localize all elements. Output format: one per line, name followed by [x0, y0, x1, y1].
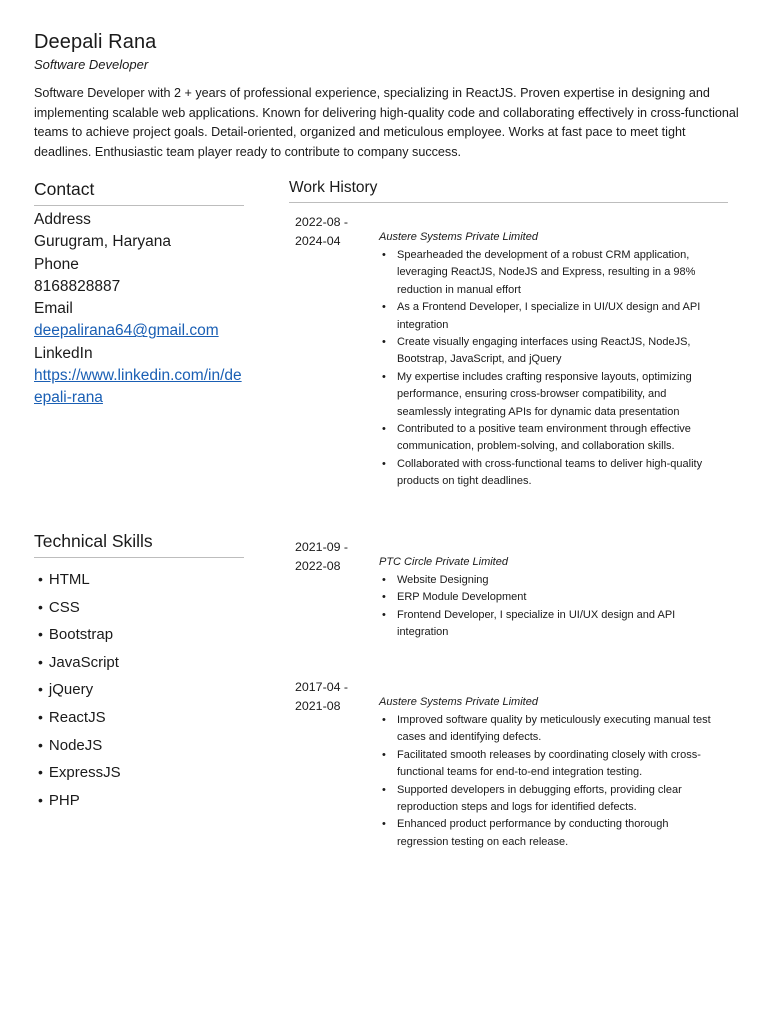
job-bullets — [379, 247, 719, 491]
job-dates — [295, 678, 365, 715]
candidate-role: Software Developer — [34, 57, 149, 72]
skill-item: • JavaScript — [38, 649, 244, 677]
company-name: Austere Systems Private Limited — [379, 696, 538, 708]
linkedin-label: LinkedIn — [34, 344, 93, 362]
email-label: Email — [34, 300, 73, 318]
job-bullets — [379, 712, 719, 851]
contact-heading: Contact — [34, 179, 244, 206]
skill-item: • ReactJS — [38, 704, 244, 732]
job-end-date: 2021-08 — [295, 698, 341, 713]
work-history-heading: Work History — [289, 179, 728, 203]
job-bullet: • Contributed to a positive team environment through effective communication, problem-solving, and collaboration skills. — [379, 421, 719, 456]
job-bullet: • Collaborated with cross-functional teams to deliver high-quality products on tight deadlines. — [379, 456, 719, 491]
work-history-section — [289, 179, 728, 203]
job-start-date: 2017-04 - — [295, 680, 349, 694]
job-end-date: 2024-04 — [295, 233, 341, 248]
phone-value: 8168828887 — [34, 277, 121, 295]
job-start-date: 2022-08 - — [295, 215, 349, 229]
skill-item: • NodeJS — [38, 732, 244, 760]
job-start-date: 2021-09 - — [295, 540, 349, 554]
skill-item: • PHP — [38, 787, 244, 815]
skills-section — [34, 531, 244, 814]
skill-item: • CSS — [38, 594, 244, 622]
skills-heading: Technical Skills — [34, 531, 244, 558]
job-bullet: • Frontend Developer, I specialize in UI/UX design and API integration — [379, 607, 719, 642]
company-name: PTC Circle Private Limited — [379, 556, 508, 568]
linkedin-link[interactable]: https://www.linkedin.com/in/deepali-rana — [34, 367, 242, 407]
job-bullet: • As a Frontend Developer, I specialize in UI/UX design and API integration — [379, 299, 719, 334]
job-dates — [295, 538, 365, 575]
email-link[interactable]: deepalirana64@gmail.com — [34, 322, 219, 340]
job-bullet: • Create visually engaging interfaces using ReactJS, NodeJS, Bootstrap, JavaScript, and jQuery — [379, 334, 719, 369]
skill-item: • ExpressJS — [38, 759, 244, 787]
phone-label: Phone — [34, 255, 79, 273]
skill-item: • HTML — [38, 566, 244, 594]
job-bullet: • Spearheaded the development of a robust CRM application, leveraging ReactJS, NodeJS and Express, resulting in a 98% reduction in manual effort — [379, 247, 719, 299]
job-details — [379, 695, 719, 851]
job-bullets — [379, 572, 719, 642]
job-dates — [295, 213, 365, 250]
address-value: Gurugram, Haryana — [34, 233, 171, 251]
company-name: Austere Systems Private Limited — [379, 231, 538, 243]
job-bullet: • Website Designing — [379, 572, 719, 589]
job-bullet: • Facilitated smooth releases by coordinating closely with cross-functional teams for end-to-end integration testing. — [379, 747, 719, 782]
job-bullet: • Enhanced product performance by conducting thorough regression testing on each release. — [379, 816, 719, 851]
address-label: Address — [34, 211, 91, 228]
skill-item: • Bootstrap — [38, 621, 244, 649]
candidate-name: Deepali Rana — [34, 31, 157, 53]
job-end-date: 2022-08 — [295, 558, 341, 573]
skills-list — [34, 566, 244, 814]
professional-summary: Software Developer with 2 + years of professional experience, specializing in ReactJS. Proven expertise in designing and implementing scalable web applications. Known for delivering high-quality code and collaborating effectively in cross-functional teams to achieve project goals. Detail-oriented, organized and meticulous employee. Works at fast pace to meet tight deadlines. Enthusiastic team player ready to contribute to company success. — [34, 86, 739, 159]
contact-section — [34, 179, 244, 410]
job-details — [379, 555, 719, 642]
job-details — [379, 230, 719, 491]
job-bullet: • My expertise includes crafting responsive layouts, optimizing performance, ensuring cross-browser compatibility, and seamlessly integrating APIs for dynamic data presentation — [379, 369, 719, 421]
skill-item: • jQuery — [38, 676, 244, 704]
job-bullet: • Improved software quality by meticulously executing manual test cases and identifying defects. — [379, 712, 719, 747]
job-bullet: • Supported developers in debugging efforts, providing clear reproduction steps and logs for identified defects. — [379, 782, 719, 817]
job-bullet: • ERP Module Development — [379, 589, 719, 606]
